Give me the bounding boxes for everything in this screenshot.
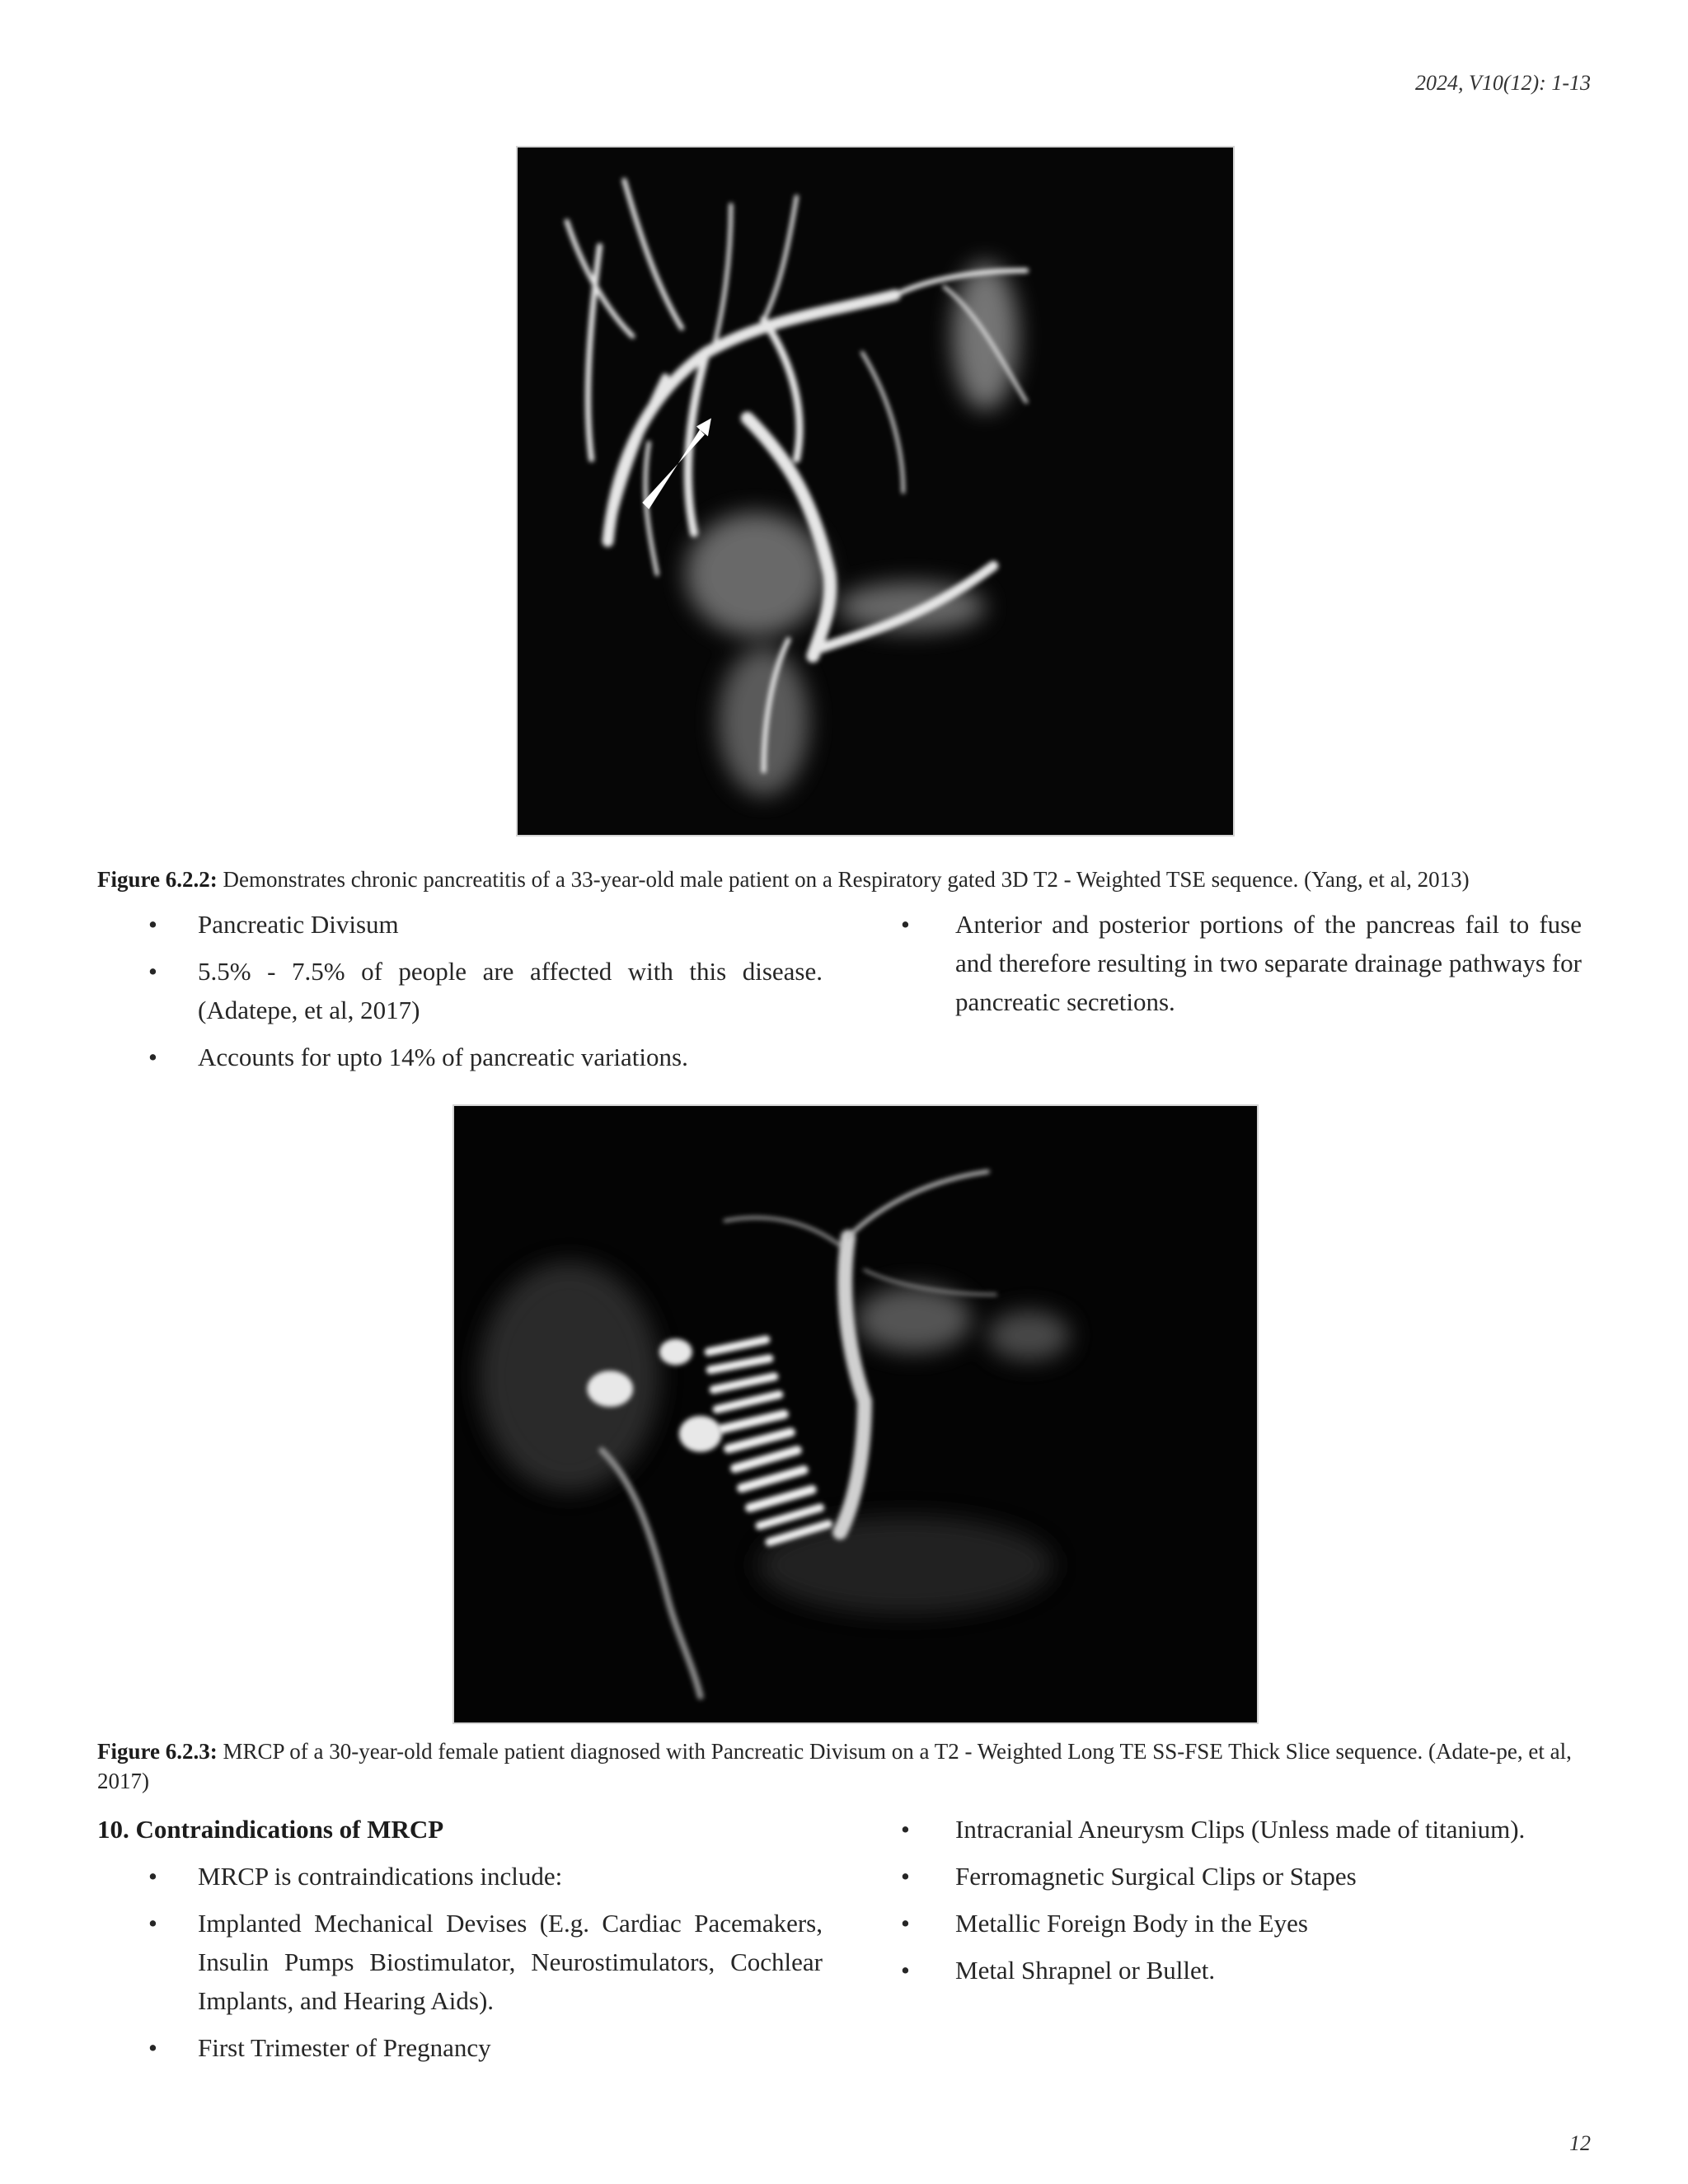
figure-caption-text: Demonstrates chronic pancreatitis of a 33-year-old male patient on a Respiratory gated 3D T2 - Weighted TSE sequence. (Yang, et al, 2013) [223, 867, 1470, 892]
list-item [97, 905, 823, 944]
list-item-text: First Trimester of Pregnancy [198, 2033, 491, 2062]
page-number: 12 [1569, 2131, 1591, 2155]
list-item-text: MRCP is contraindications include: [198, 1862, 563, 1891]
list-item [855, 1857, 1582, 1896]
section-10-right-column [855, 1810, 1582, 1998]
list-item [97, 1904, 823, 2020]
bullet: • [901, 1815, 910, 1844]
list-item-text: Pancreatic Divisum [198, 910, 399, 939]
bullet: • [901, 1956, 910, 1985]
section-10-left-column [97, 1810, 823, 2075]
list-item [97, 1857, 823, 1896]
running-head: 2024, V10(12): 1-13 [1414, 71, 1591, 95]
figure-image-pancreatic-divisum [452, 1104, 1259, 1724]
list-right-column-1 [855, 905, 1582, 1029]
section-heading: 10. Contraindications of MRCP [97, 1815, 444, 1844]
list-item-text: Ferromagnetic Surgical Clips or Stapes [955, 1862, 1357, 1891]
list-left-column-1 [97, 905, 823, 1085]
list-item [855, 905, 1582, 1021]
bullet: • [148, 2033, 157, 2062]
list-item-text: Accounts for upto 14% of pancreatic variations. [198, 1043, 688, 1071]
list-item [855, 1904, 1582, 1943]
bullet: • [148, 910, 157, 939]
list-item-text: Intracranial Aneurysm Clips (Unless made of titanium). [955, 1815, 1526, 1844]
bullet: • [148, 957, 157, 986]
list-item-text: Metallic Foreign Body in the Eyes [955, 1909, 1308, 1938]
bullet: • [901, 1909, 910, 1938]
figure-caption-6-2-2 [97, 865, 1591, 894]
list-item-text: Implanted Mechanical Devises (E.g. Cardiac Pacemakers, Insulin Pumps Biostimulator, Neurostimulators, Cochlear Implants, and Hearing Aids). [198, 1909, 823, 2015]
bullet: • [901, 910, 910, 939]
figure-image-chronic-pancreatitis [516, 146, 1235, 837]
list-item [97, 2028, 823, 2067]
bullet: • [901, 1862, 910, 1891]
list-item [855, 1810, 1582, 1849]
figure-caption-6-2-3 [97, 1736, 1591, 1796]
list-item-text: Metal Shrapnel or Bullet. [955, 1956, 1216, 1985]
list-item [97, 952, 823, 1029]
list-item [97, 1038, 823, 1076]
list-item [855, 1951, 1582, 1990]
bullet: • [148, 1862, 157, 1891]
figure-caption-text: MRCP of a 30-year-old female patient diagnosed with Pancreatic Divisum on a T2 - Weighted Long TE SS-FSE Thick Slice sequence. (Adate-pe, et al, 2017) [97, 1739, 1572, 1793]
bullet: • [148, 1909, 157, 1938]
list-item-text: Anterior and posterior portions of the pancreas fail to fuse and therefore resulting in two separate drainage pathways for pancreatic secretions. [955, 910, 1582, 1016]
bullet: • [148, 1043, 157, 1071]
figure-label: Figure 6.2.2: [97, 867, 218, 892]
figure-label: Figure 6.2.3: [97, 1739, 218, 1764]
list-item-text: 5.5% - 7.5% of people are affected with this disease. (Adatepe, et al, 2017) [198, 957, 823, 1024]
